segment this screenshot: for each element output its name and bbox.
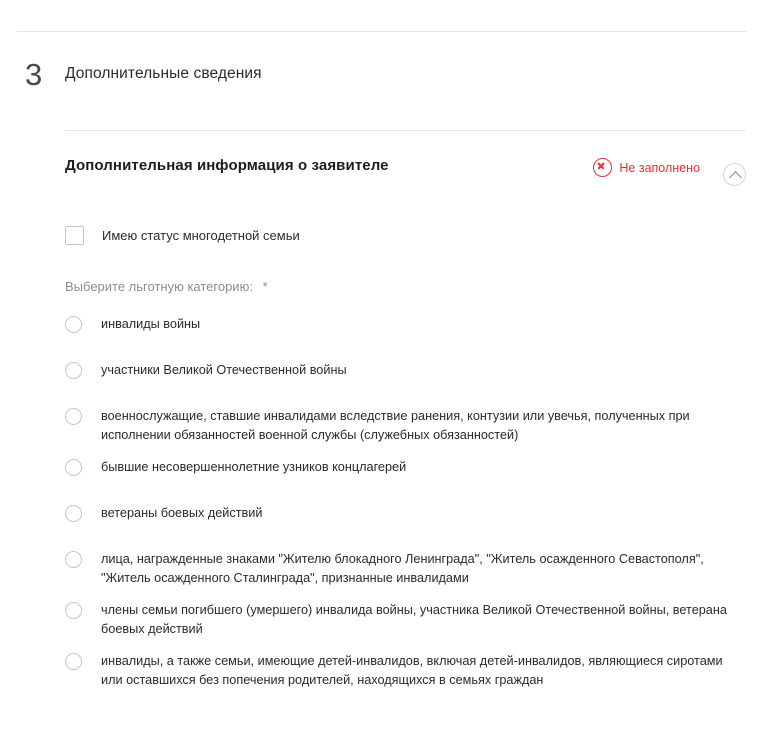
radio-option-label: участники Великой Отечественной войны [101,363,347,377]
top-divider [17,31,746,32]
status-badge [593,158,700,177]
list-item[interactable] [65,645,746,696]
radio-option-label: члены семьи погибшего (умершего) инвалида войны, участника Великой Отечественной войны, ветерана боевых действий [101,603,727,636]
radio-option-6[interactable] [65,602,82,619]
list-item[interactable] [65,543,746,594]
step-header [17,48,746,100]
section-header [65,130,746,196]
radio-option-5[interactable] [65,551,82,568]
large-family-status-row[interactable] [65,226,746,245]
list-item[interactable] [65,594,746,645]
radio-option-2[interactable] [65,408,82,425]
large-family-status-checkbox[interactable] [65,226,84,245]
privilege-category-options [65,308,746,696]
list-item[interactable] [65,451,746,497]
radio-option-1[interactable] [65,362,82,379]
radio-option-label: лица, награжденные знаками "Жителю блокадного Ленинграда", "Житель осажденного Севастополя", "Житель осажденного Сталинграда", признанные инвалидами [101,552,704,585]
radio-option-4[interactable] [65,505,82,522]
error-circle-x-icon [593,158,612,177]
radio-option-0[interactable] [65,316,82,333]
list-item[interactable] [65,354,746,400]
radio-option-7[interactable] [65,653,82,670]
radio-option-3[interactable] [65,459,82,476]
chevron-up-icon [729,171,742,184]
privilege-category-label-text: Выберите льготную категорию: [65,279,253,294]
large-family-status-label: Имею статус многодетной семьи [102,228,300,243]
section-title: Дополнительная информация о заявителе [65,157,389,174]
collapse-section-button[interactable] [723,163,746,186]
page-title: Дополнительные сведения [65,65,262,82]
radio-option-label: инвалиды войны [101,317,201,331]
status-label: Не заполнено [619,160,700,175]
privilege-category-label [65,279,746,294]
list-item[interactable] [65,400,746,451]
radio-option-label: ветераны боевых действий [101,506,263,520]
applicant-additional-info-section [65,130,746,696]
list-item[interactable] [65,308,746,354]
list-item[interactable] [65,497,746,543]
radio-option-label: бывшие несовершеннолетние узников концлагерей [101,460,407,474]
radio-option-label: инвалиды, а также семьи, имеющие детей-инвалидов, включая детей-инвалидов, являющиеся сиротами или оставшихся без попечения родителей, находящихся в семьях граждан [101,654,723,687]
required-asterisk: * [262,279,268,294]
step-number: 3 [25,56,43,92]
radio-option-label: военнослужащие, ставшие инвалидами вследствие ранения, контузии или увечья, полученных при исполнении обязанностей военной службы (служебных обязанностей) [101,409,690,442]
